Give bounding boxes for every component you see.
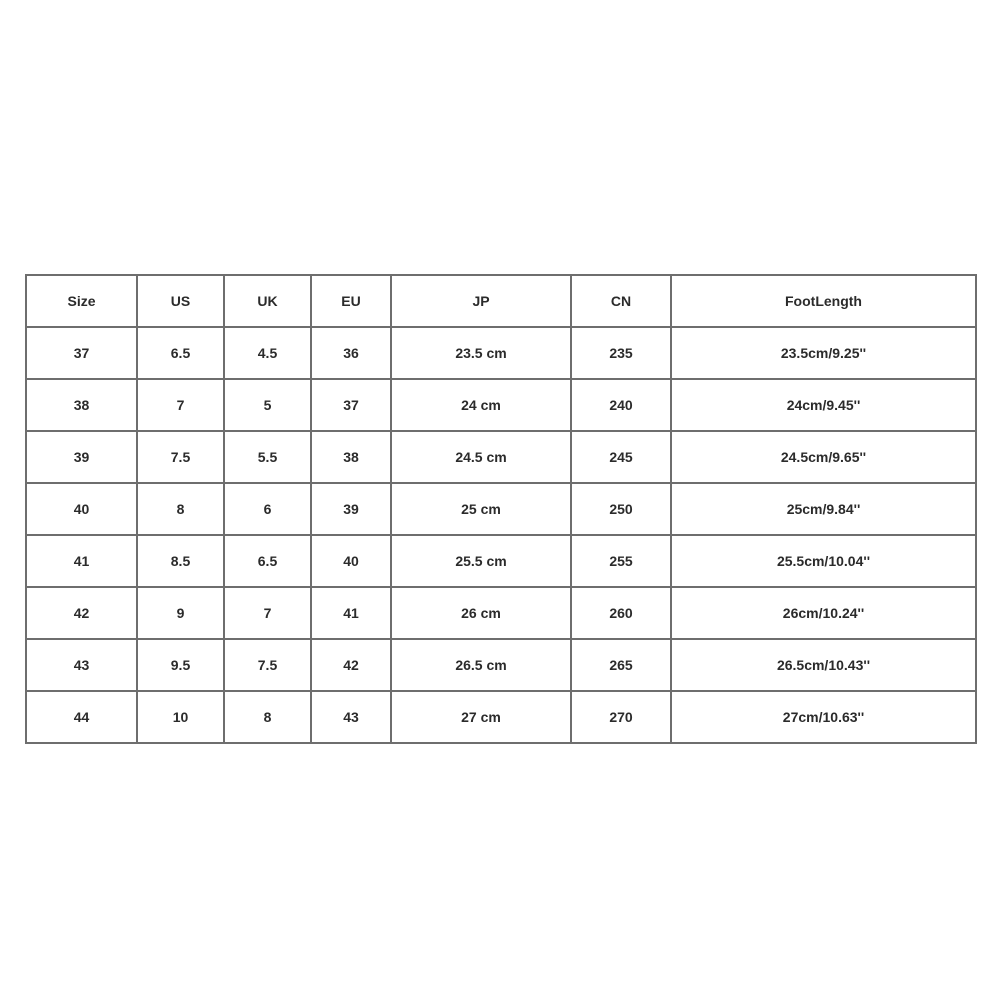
cell-foot-length: 23.5cm/9.25'' xyxy=(671,327,976,379)
cell-size: 44 xyxy=(26,691,137,743)
cell-jp: 27 cm xyxy=(391,691,571,743)
cell-foot-length: 27cm/10.63'' xyxy=(671,691,976,743)
cell-eu: 36 xyxy=(311,327,391,379)
cell-uk: 5.5 xyxy=(224,431,311,483)
cell-foot-length: 24cm/9.45'' xyxy=(671,379,976,431)
cell-jp: 26.5 cm xyxy=(391,639,571,691)
size-chart-table xyxy=(25,274,977,744)
cell-size: 37 xyxy=(26,327,137,379)
header-jp: JP xyxy=(391,275,571,327)
cell-uk: 4.5 xyxy=(224,327,311,379)
cell-eu: 39 xyxy=(311,483,391,535)
cell-eu: 41 xyxy=(311,587,391,639)
cell-size: 41 xyxy=(26,535,137,587)
cell-size: 43 xyxy=(26,639,137,691)
cell-us: 6.5 xyxy=(137,327,224,379)
cell-eu: 37 xyxy=(311,379,391,431)
cell-jp: 24.5 cm xyxy=(391,431,571,483)
cell-size: 42 xyxy=(26,587,137,639)
cell-uk: 8 xyxy=(224,691,311,743)
size-chart-body xyxy=(26,275,976,743)
table-row xyxy=(26,327,976,379)
cell-cn: 240 xyxy=(571,379,671,431)
cell-cn: 260 xyxy=(571,587,671,639)
cell-us: 9 xyxy=(137,587,224,639)
header-us: US xyxy=(137,275,224,327)
table-row xyxy=(26,639,976,691)
cell-jp: 26 cm xyxy=(391,587,571,639)
cell-cn: 255 xyxy=(571,535,671,587)
cell-cn: 265 xyxy=(571,639,671,691)
header-size: Size xyxy=(26,275,137,327)
cell-uk: 7 xyxy=(224,587,311,639)
cell-size: 39 xyxy=(26,431,137,483)
cell-eu: 43 xyxy=(311,691,391,743)
header-eu: EU xyxy=(311,275,391,327)
table-row xyxy=(26,379,976,431)
cell-size: 40 xyxy=(26,483,137,535)
table-row xyxy=(26,431,976,483)
cell-jp: 23.5 cm xyxy=(391,327,571,379)
cell-us: 8.5 xyxy=(137,535,224,587)
header-foot-length: FootLength xyxy=(671,275,976,327)
table-row xyxy=(26,535,976,587)
cell-cn: 235 xyxy=(571,327,671,379)
cell-foot-length: 25.5cm/10.04'' xyxy=(671,535,976,587)
cell-us: 8 xyxy=(137,483,224,535)
cell-cn: 270 xyxy=(571,691,671,743)
cell-cn: 250 xyxy=(571,483,671,535)
cell-foot-length: 24.5cm/9.65'' xyxy=(671,431,976,483)
cell-cn: 245 xyxy=(571,431,671,483)
cell-jp: 25 cm xyxy=(391,483,571,535)
cell-us: 7 xyxy=(137,379,224,431)
cell-size: 38 xyxy=(26,379,137,431)
header-cn: CN xyxy=(571,275,671,327)
cell-eu: 38 xyxy=(311,431,391,483)
cell-us: 7.5 xyxy=(137,431,224,483)
cell-foot-length: 26.5cm/10.43'' xyxy=(671,639,976,691)
cell-uk: 6.5 xyxy=(224,535,311,587)
cell-jp: 25.5 cm xyxy=(391,535,571,587)
cell-foot-length: 25cm/9.84'' xyxy=(671,483,976,535)
cell-eu: 42 xyxy=(311,639,391,691)
header-uk: UK xyxy=(224,275,311,327)
cell-us: 10 xyxy=(137,691,224,743)
table-row xyxy=(26,691,976,743)
cell-eu: 40 xyxy=(311,535,391,587)
table-row xyxy=(26,483,976,535)
header-row xyxy=(26,275,976,327)
cell-foot-length: 26cm/10.24'' xyxy=(671,587,976,639)
table-row xyxy=(26,587,976,639)
cell-jp: 24 cm xyxy=(391,379,571,431)
cell-uk: 5 xyxy=(224,379,311,431)
cell-uk: 7.5 xyxy=(224,639,311,691)
cell-us: 9.5 xyxy=(137,639,224,691)
cell-uk: 6 xyxy=(224,483,311,535)
